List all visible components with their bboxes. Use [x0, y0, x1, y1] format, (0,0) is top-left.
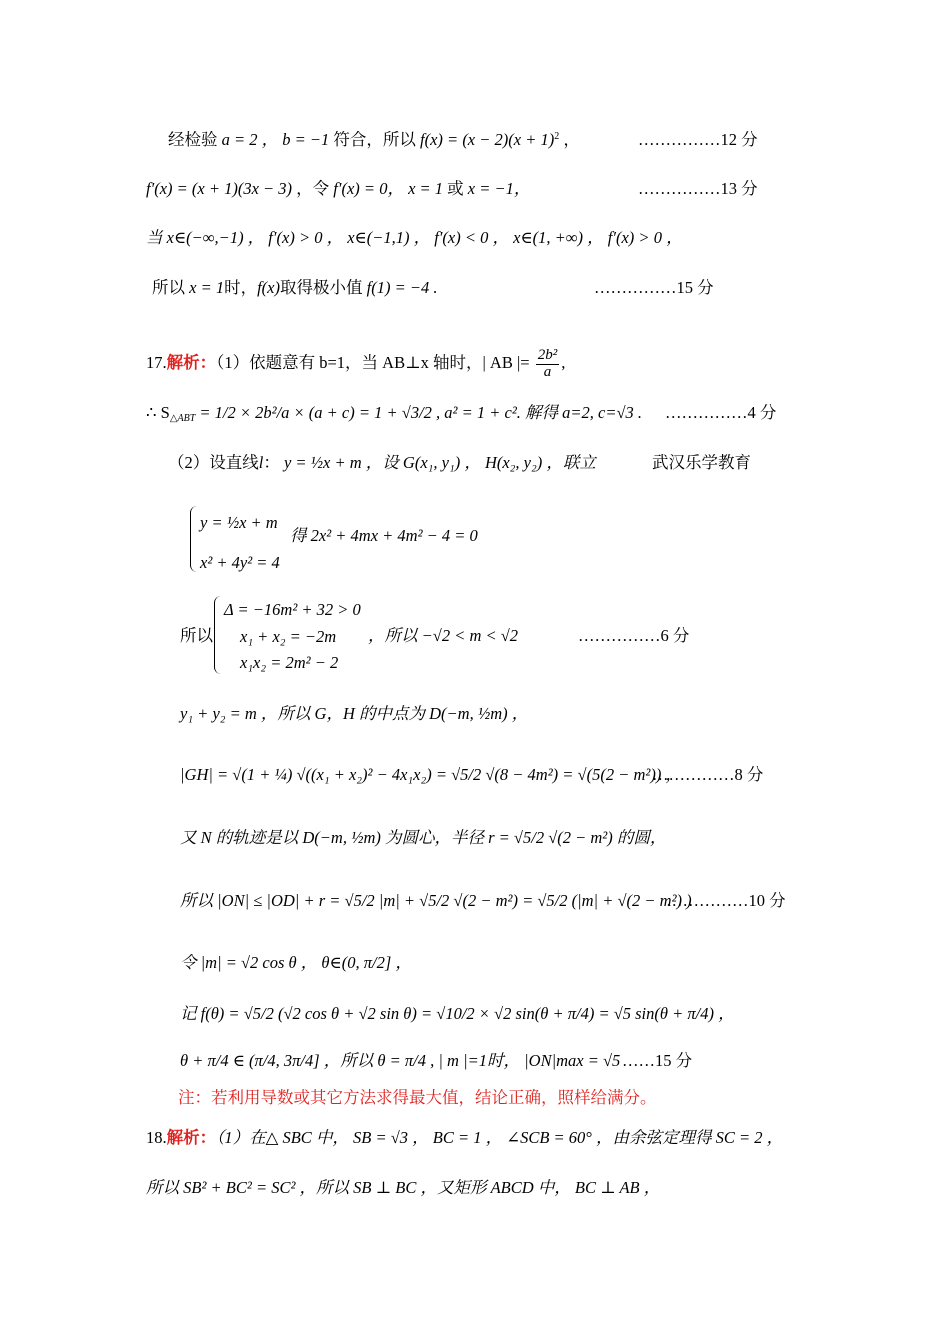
line-substitution: 令 |m| = √2 cos θ ， θ∈(0, π/2] ，: [180, 953, 412, 972]
line-check-values: 经检验 a = 2 ， b = −1 符合，所以 $f(x) = (x - 2)(x + 1)^2$ ，: [168, 130, 580, 149]
system-1-eq2: x² + 4y² = 4: [200, 553, 280, 572]
math: f′(x) = (x + 1)(3x − 3): [146, 179, 293, 198]
math: a = 2 ， b = −1: [221, 130, 330, 149]
numerator: 2b²: [537, 347, 558, 363]
fraction: [536, 348, 560, 381]
math: x = −1，: [467, 179, 531, 198]
note-red: 注：若利用导数或其它方法求得最大值，结论正确，照样给满分。: [178, 1088, 657, 1107]
line-set-line: [168, 455, 596, 472]
denominator: a: [543, 363, 552, 380]
math: y = ½x + m ，设 G(x₁, y₁) ， H(x₂, y₂) ，联立: [283, 453, 596, 472]
score-15b: ……15 分: [622, 1051, 693, 1070]
system-1-result: 得 2x² + 4mx + 4m² − 4 = 0: [290, 526, 478, 545]
line-minimum: [152, 280, 437, 297]
score-13: ……………13 分: [638, 179, 758, 198]
math: l: [258, 453, 264, 472]
math: f(x) = (x − 2)(x + 1): [420, 130, 555, 149]
line-f-theta: 记 f(θ) = √5/2 (√2 cos θ + √2 sin θ) = √10/2 × √2 sin(θ + π/4) = √5 sin(θ + π/4) ，: [180, 1004, 735, 1023]
line-perpendicular: 所以 SB² + BC² = SC² ，所以 SB ⊥ BC ，又矩形 ABCD 中， BC ⊥ AB ，: [146, 1178, 661, 1197]
text: ：: [263, 453, 280, 472]
line-theta-range: θ + π/4 ∈ (π/4, 3π/4] ，所以 θ = π/4 , | m |=1时， |ON|max = √5: [180, 1051, 621, 1070]
system-2-eq1: Δ = −16m² + 32 > 0: [224, 600, 361, 619]
line-locus-circle: 又 N 的轨迹是以 D(−m, ½m) 为圆心，半径 r = √5/2 √(2 − m²) 的圆，: [180, 828, 667, 847]
line-midpoint: y₁ + y₂ = m ，所以 G，H 的中点为 D(−m, ½m) ，: [180, 704, 529, 723]
math: （1）在△ SBC 中， SB = √3 ， BC = 1 ， ∠SCB = 60° ，由余弦定理得 SC = 2 ，: [216, 1128, 784, 1147]
math: f(1) = −4 .: [366, 278, 438, 297]
line-on-bound: 所以 |ON| ≤ |OD| + r = √5/2 |m| + √5/2 √(2 − m²) = √5/2 (|m| + √(2 − m²) ): [180, 891, 692, 910]
math: = 1/2 × 2b²/a × (a + c) = 1 + √3/2 , a² = 1 + c². 解得 a=2, c=√3 .: [199, 403, 643, 422]
math: f(x): [257, 278, 280, 297]
score-10: ……………10 分: [666, 891, 786, 910]
line-derivative: [146, 181, 530, 198]
system-brace-1: [190, 506, 197, 572]
text: 符合，所以: [333, 130, 416, 149]
score-12: ……………12 分: [638, 130, 758, 149]
system-brace-2: [214, 596, 221, 674]
problem-number: 18.: [146, 1128, 167, 1147]
text: ，令: [296, 179, 330, 198]
analysis-label: 解析：: [166, 1128, 217, 1147]
problem-number: 17.: [146, 353, 167, 373]
score-4: ……………4 分: [665, 403, 777, 422]
text: 经检验: [168, 130, 218, 149]
math: x = 1: [189, 278, 225, 297]
system-2-eq2: x₁ + x₂ = −2m: [240, 627, 337, 646]
system-1-eq1: y = ½x + m: [200, 513, 278, 532]
score-15: ……………15 分: [594, 278, 714, 297]
text: 时，: [224, 278, 258, 297]
text: 所以: [152, 278, 185, 297]
problem-18-header: [146, 1130, 783, 1147]
score-6: ……………6 分: [578, 626, 690, 645]
analysis-label: 解析：: [166, 353, 217, 373]
text: 或: [447, 179, 464, 198]
text: 取得极小值: [280, 278, 363, 297]
line-chord-length: |GH| = √(1 + ¼) √((x₁ + x₂)² − 4x₁x₂) = √5/2 √(8 − 4m²) = √(5(2 − m²)) ，: [180, 765, 682, 784]
system-2-eq3: x₁x₂ = 2m² − 2: [240, 653, 339, 672]
system-2-prefix: 所以: [180, 626, 213, 645]
text: （2）设直线: [168, 453, 259, 472]
subscript: △ABT: [169, 413, 196, 424]
system-2-conclusion: ，所以 −√2 < m < √2: [368, 626, 519, 645]
text: （1）依题意有 b=1，当 AB⊥x 轴时，| AB |=: [216, 353, 530, 373]
math: f′(x) = 0， x = 1: [333, 179, 444, 198]
line-intervals: 当 x∈(−∞,−1) ， f′(x) > 0 ， x∈(−1,1) ， f′(x) < 0 ， x∈(1, +∞) ， f′(x) > 0 ，: [146, 228, 683, 247]
line-area: [146, 405, 642, 424]
watermark-text: 武汉乐学教育: [652, 453, 751, 472]
text: ∴ S: [146, 403, 170, 422]
score-8: ……………8 分: [652, 765, 764, 784]
problem-17-header: 17.解析：（1）依题意有 b=1，当 AB⊥x 轴时，| AB |= $\frac{\text{2b²}}{a}$ ,: [146, 347, 566, 380]
